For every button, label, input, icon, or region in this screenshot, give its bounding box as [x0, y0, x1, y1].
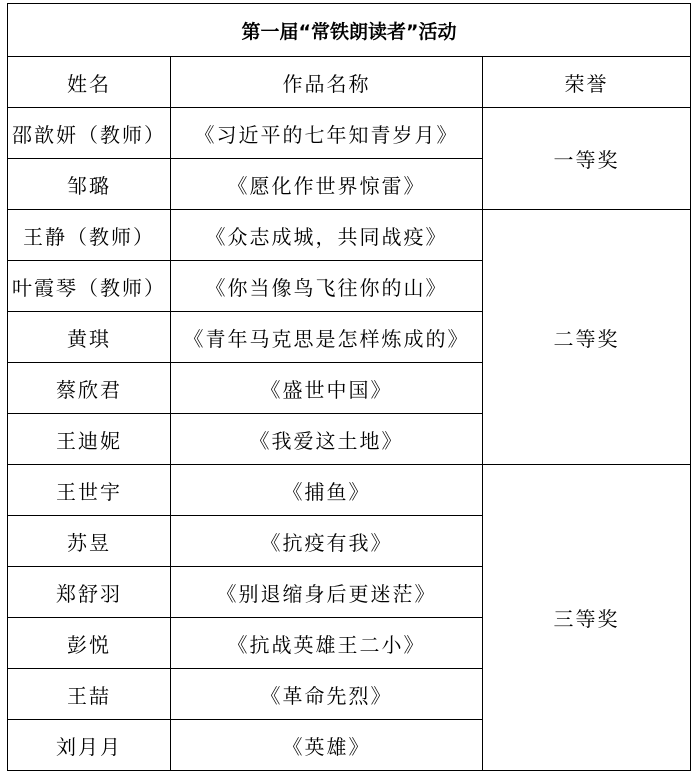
title-row: [8, 4, 691, 57]
participant-name: 王静（教师）: [8, 210, 171, 261]
work-title: 《青年马克思是怎样炼成的》: [171, 312, 483, 363]
participant-name: 邵歆妍（教师）: [8, 108, 171, 159]
participant-name: 黄琪: [8, 312, 171, 363]
work-title: 《革命先烈》: [171, 669, 483, 720]
work-title: 《你当像鸟飞往你的山》: [171, 261, 483, 312]
work-title: 《习近平的七年知青岁月》: [171, 108, 483, 159]
honor-second: 二等奖: [483, 210, 691, 465]
work-title: 《抗战英雄王二小》: [171, 618, 483, 669]
work-title: 《愿化作世界惊雷》: [171, 159, 483, 210]
header-name: 姓名: [8, 57, 171, 108]
participant-name: 苏昱: [8, 516, 171, 567]
table-row: [8, 108, 691, 159]
header-work: 作品名称: [171, 57, 483, 108]
work-title: 《盛世中国》: [171, 363, 483, 414]
table-title: 第一届“常铁朗读者”活动: [8, 4, 691, 57]
participant-name: 邹璐: [8, 159, 171, 210]
participant-name: 叶霞琴（教师）: [8, 261, 171, 312]
table-row: [8, 465, 691, 516]
header-row: [8, 57, 691, 108]
participant-name: 王迪妮: [8, 414, 171, 465]
work-title: 《英雄》: [171, 720, 483, 771]
participant-name: 王世宇: [8, 465, 171, 516]
header-honor: 荣誉: [483, 57, 691, 108]
work-title: 《众志成城，共同战疫》: [171, 210, 483, 261]
work-title: 《我爱这土地》: [171, 414, 483, 465]
honor-third: 三等奖: [483, 465, 691, 771]
award-table: [7, 3, 691, 771]
participant-name: 蔡欣君: [8, 363, 171, 414]
work-title: 《捕鱼》: [171, 465, 483, 516]
participant-name: 刘月月: [8, 720, 171, 771]
participant-name: 郑舒羽: [8, 567, 171, 618]
participant-name: 王喆: [8, 669, 171, 720]
participant-name: 彭悦: [8, 618, 171, 669]
honor-first: 一等奖: [483, 108, 691, 210]
work-title: 《抗疫有我》: [171, 516, 483, 567]
work-title: 《别退缩身后更迷茫》: [171, 567, 483, 618]
table-row: [8, 210, 691, 261]
